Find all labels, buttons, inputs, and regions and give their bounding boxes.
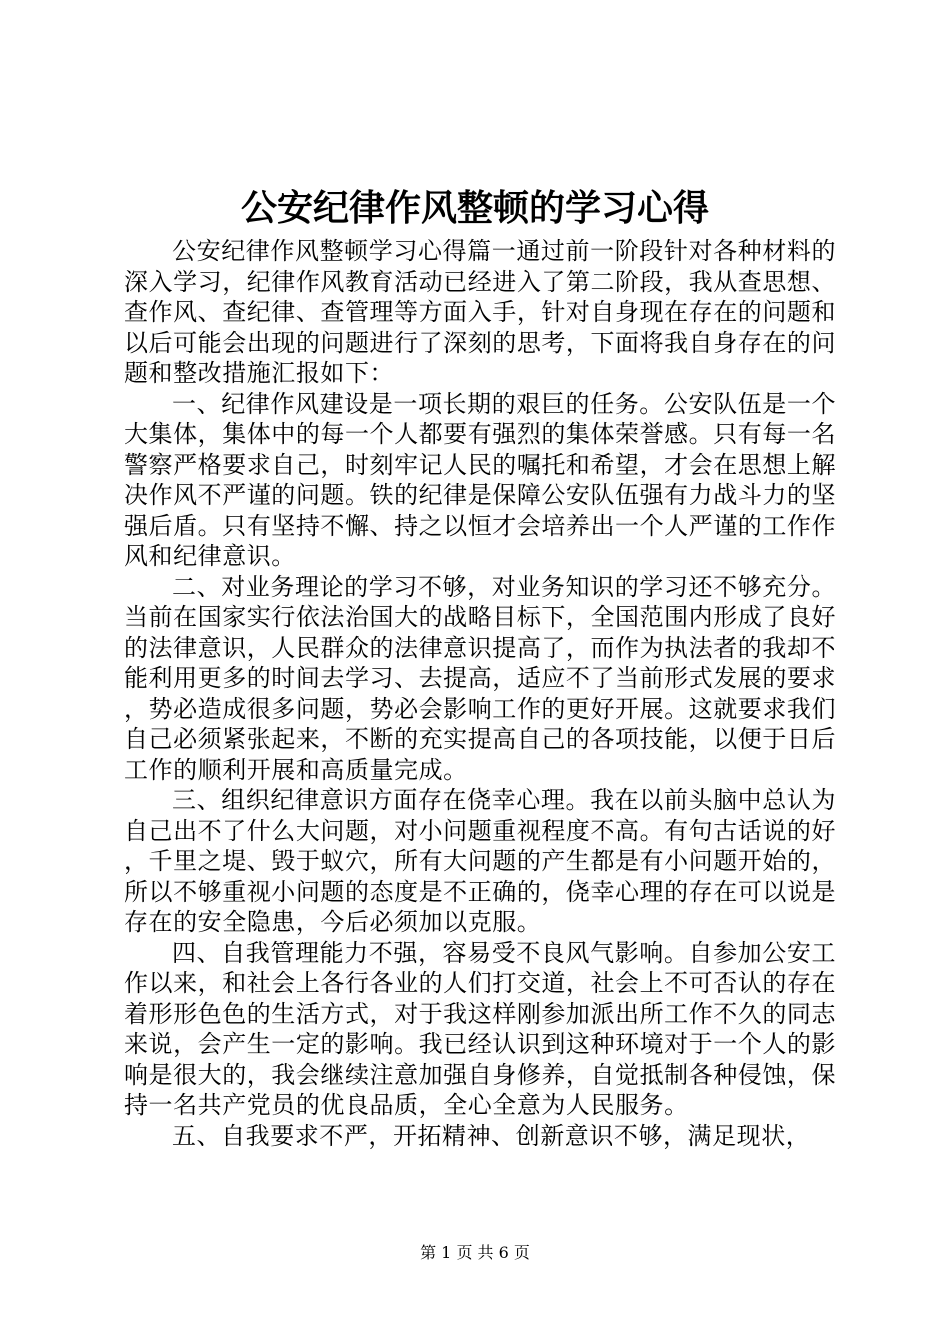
paragraph-two: 二、对业务理论的学习不够，对业务知识的学习还不够充分。当前在国家实行依法治国大的战略目标下，全国范围内形成了良好的法律意识，人民群众的法律意识提高了，而作为执法者的我却不能利用更多的时间去学习、去提高，适应不了当前形式发展的要求，势必造成很多问题，势必会影响工作的更好开展。这就要求我们自己必须紧张起来，不断的充实提高自己的各项技能，以便于日后工作的顺利开展和高质量完成。 xyxy=(124,572,836,784)
paragraph-intro: 公安纪律作风整顿学习心得篇一通过前一阶段针对各种材料的深入学习，纪律作风教育活动已经进入了第二阶段，我从查思想、查作风、查纪律、查管理等方面入手，针对自身现在存在的问题和以后可能会出现的问题进行了深刻的思考，下面将我自身存在的问题和整改措施汇报如下： xyxy=(124,237,836,387)
paragraph-five: 五、自我要求不严，开拓精神、创新意识不够，满足现状， xyxy=(172,1121,811,1150)
paragraph-three: 三、组织纪律意识方面存在侥幸心理。我在以前头脑中总认为自己出不了什么大问题，对小问题重视程度不高。有句古话说的好，千里之堤、毁于蚁穴，所有大问题的产生都是有小问题开始的，所以不够重视小问题的态度是不正确的，侥幸心理的存在可以说是存在的安全隐患，今后必须加以克服。 xyxy=(124,786,836,936)
document-title: 公安纪律作风整顿的学习心得 xyxy=(240,187,709,229)
page-number-footer: 第 1 页 共 6 页 xyxy=(420,1243,530,1262)
document-body xyxy=(124,236,836,1151)
paragraph-four: 四、自我管理能力不强，容易受不良风气影响。自参加公安工作以来，和社会上各行各业的人们打交道，社会上不可否认的存在着形形色色的生活方式，对于我这样刚参加派出所工作不久的同志来说，会产生一定的影响。我已经认识到这种环境对于一个人的影响是很大的，我会继续注意加强自身修养，自觉抵制各种侵蚀，保持一名共产党员的优良品质，全心全意为人民服务。 xyxy=(124,938,836,1119)
paragraph-one: 一、纪律作风建设是一项长期的艰巨的任务。公安队伍是一个大集体，集体中的每一个人都要有强烈的集体荣誉感。只有每一名警察严格要求自己，时刻牢记人民的嘱托和希望，才会在思想上解决作风不严谨的问题。铁的纪律是保障公安队伍强有力战斗力的坚强后盾。只有坚持不懈、持之以恒才会培养出一个人严谨的工作作风和纪律意识。 xyxy=(124,389,836,570)
